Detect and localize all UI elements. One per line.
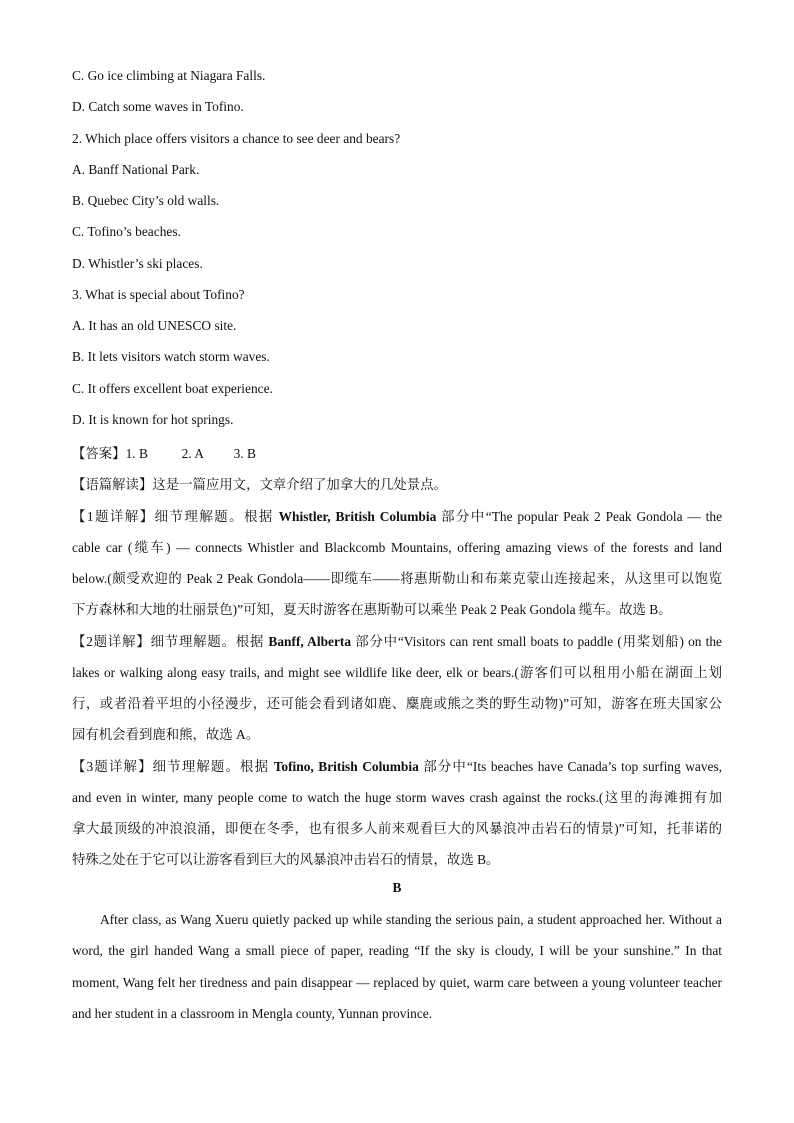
explanation-3-lead: 细节理解题。根据	[152, 759, 270, 774]
q2-option-d: D. Whistler’s ski places.	[72, 256, 203, 271]
q3-option-d: D. It is known for hot springs.	[72, 412, 234, 427]
explanation-3-place: Tofino, British Columbia	[273, 759, 419, 774]
explanation-1-line-1	[72, 506, 722, 525]
q3-option-a: A. It has an old UNESCO site.	[72, 318, 237, 333]
q2-option-a: A. Banff National Park.	[72, 162, 200, 177]
section-b-heading: B	[392, 880, 402, 895]
answer-3: 3. B	[233, 446, 256, 461]
explanation-3-line-4: 特殊之处在于它可以让游客看到巨大的风暴浪冲击岩石的情景，故选 B。	[72, 852, 500, 867]
explanation-1-place: Whistler, British Columbia	[278, 509, 437, 524]
reading-intro-text: 这是一篇应用文，文章介绍了加拿大的几处景点。	[152, 477, 447, 492]
explanation-2-lead: 细节理解题。根据	[150, 634, 265, 649]
explanation-1-text: 部分中“The popular Peak 2 Peak Gondola — the	[441, 509, 723, 524]
q2-option-b: B. Quebec City’s old walls.	[72, 193, 220, 208]
explanation-2-text: 部分中“Visitors can rent small boats to paddle (用桨划船) on the	[355, 634, 722, 649]
explanation-1-label: 【1题详解】	[72, 509, 155, 524]
q1-option-d: D. Catch some waves in Tofino.	[72, 99, 244, 114]
explanation-3-line-1	[72, 756, 722, 775]
reading-intro-label: 【语篇解读】	[72, 477, 153, 492]
explanation-1-line-2: cable car (缆车) — connects Whistler and Blackcomb Mountains, offering amazing views of the forests and land	[72, 540, 722, 555]
q2-question: 2. Which place offers visitors a chance to see deer and bears?	[72, 131, 401, 146]
q3-option-c: C. It offers excellent boat experience.	[72, 381, 273, 396]
explanation-3-line-3: 拿大最顶级的冲浪浪涌，即便在冬季，也有很多人前来观看巨大的风暴浪冲击岩石的情景)”可知，托菲诺的	[72, 821, 722, 836]
explanation-1-lead: 细节理解题。根据	[154, 509, 274, 524]
q2-option-c: C. Tofino’s beaches.	[72, 224, 181, 239]
q3-question: 3. What is special about Tofino?	[72, 287, 245, 302]
explanation-1-line-4: 下方森林和大地的壮丽景色)”可知，夏天时游客在惠斯勒可以乘坐 Peak 2 Peak Gondola 缆车。故选 B。	[72, 602, 672, 617]
explanation-1-line-3: below.(颇受欢迎的 Peak 2 Peak Gondola——即缆车——将惠斯勒山和布莱克蒙山连接起来，从这里可以饱览	[72, 571, 722, 586]
explanation-2-label: 【2题详解】	[72, 634, 151, 649]
explanation-2-line-1	[72, 631, 722, 650]
q3-option-b: B. It lets visitors watch storm waves.	[72, 349, 270, 364]
q1-option-c: C. Go ice climbing at Niagara Falls.	[72, 68, 266, 83]
explanation-2-place: Banff, Alberta	[268, 634, 352, 649]
explanation-3-text: 部分中“Its beaches have Canada’s top surfing waves,	[423, 759, 723, 774]
explanation-2-line-3: 行，或者沿着平坦的小径漫步，还可能会看到诸如鹿、麋鹿或熊之类的野生动物)”可知，游客在班夫国家公	[72, 696, 722, 711]
explanation-3-label: 【3题详解】	[72, 759, 153, 774]
answer-1: 1. B	[125, 446, 148, 461]
reading-intro	[72, 474, 447, 493]
explanation-3-line-2: and even in winter, many people come to watch the huge storm waves crash against the rocks.(这里的海滩拥有加	[72, 790, 722, 805]
answer-key	[72, 443, 256, 462]
answer-2: 2. A	[181, 446, 204, 461]
answer-label: 【答案】	[72, 446, 126, 461]
explanation-2-line-2: lakes or walking along easy trails, and might see wildlife like deer, elk or bears.(游客们可以租用小船在湖面上划	[72, 665, 722, 680]
explanation-2-line-4: 园有机会看到鹿和熊，故选 A。	[72, 727, 260, 742]
section-b-paragraph: After class, as Wang Xueru quietly packed up while standing the serious pain, a student approached her. Without a word, the girl handed Wang a small piece of paper, reading “If the sky is cloudy, I will be your sunshine.” In that moment, Wang felt her tiredness and pain disappear — replaced by quiet, warm care between a young volunteer teacher and her student in a classroom in Mengla county, Yunnan province.	[72, 912, 722, 1021]
